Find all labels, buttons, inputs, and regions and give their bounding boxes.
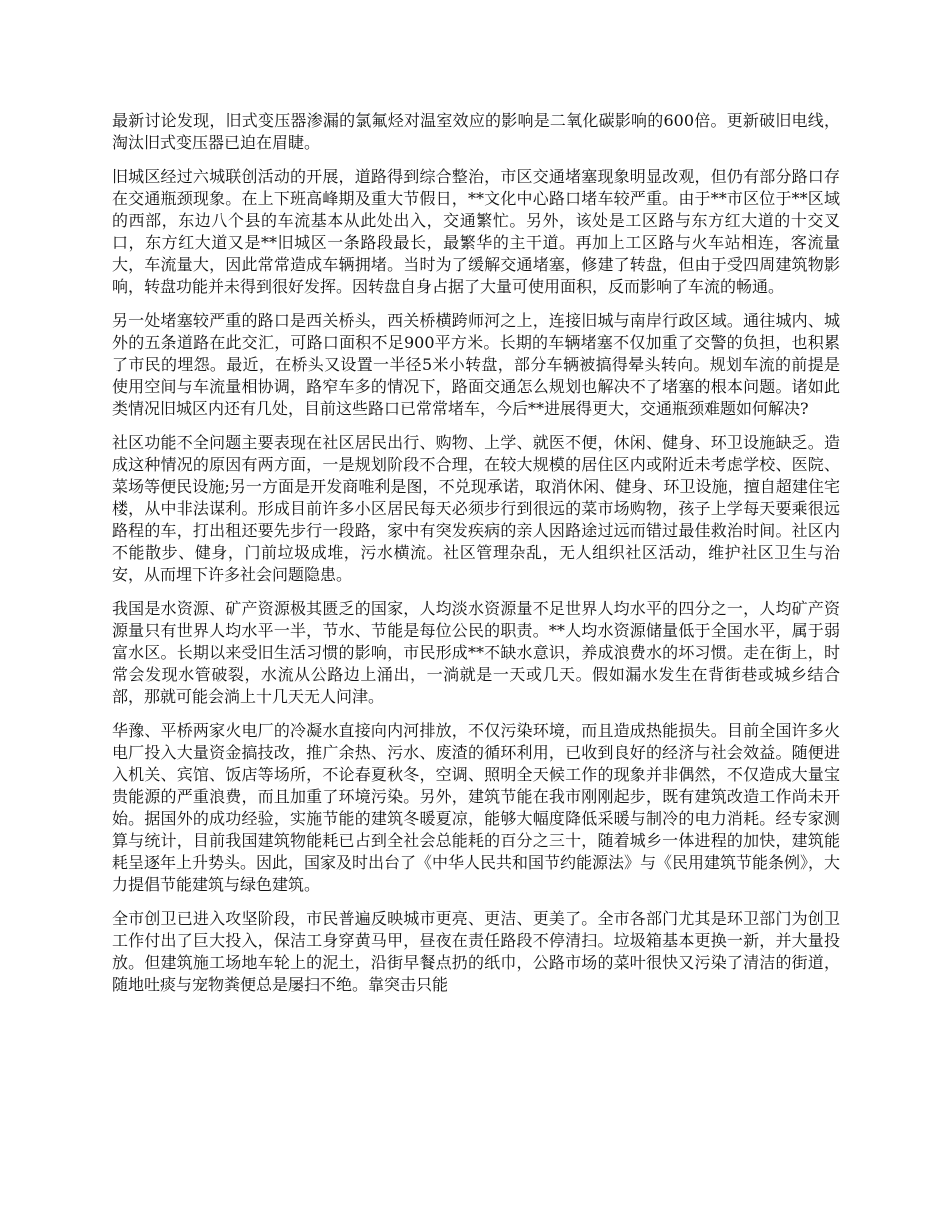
paragraph-6: 华豫、平桥两家火电厂的冷凝水直接向内河排放，不仅污染环境，而且造成热能损失。目前全国许多火电厂投入大量资金搞技改，推广余热、污水、废渣的循环利用，已收到良好的经济与社会效益。随便进入机关、宾馆、饭店等场所，不论春夏秋冬，空调、照明全天候工作的现象并非偶然，不仅造成大量宝贵能源的严重浪费，而且加重了环境污染。另外，建筑节能在我市刚刚起步，既有建筑改造工作尚未开始。据国外的成功经验，实施节能的建筑冬暖夏凉，能够大幅度降低采暖与制冷的电力消耗。经专家测算与统计，目前我国建筑物能耗已占到全社会总能耗的百分之三十，随着城乡一体进程的加快，建筑能耗呈逐年上升势头。因此，国家及时出台了《中华人民共和国节约能源法》与《民用建筑节能条例》，大力提倡节能建筑与绿色建筑。 [112, 721, 841, 894]
paragraph-3: 另一处堵塞较严重的路口是西关桥头，西关桥横跨师河之上，连接旧城与南岸行政区域。通往城内、城外的五条道路在此交汇，可路口面积不足900平方米。长期的车辆堵塞不仅加重了交警的负担，也积累了市民的埋怨。最近，在桥头又设置一半径5米小转盘，部分车辆被搞得晕头转向。规划车流的前提是使用空间与车流量相协调，路窄车多的情况下，路面交通怎么规划也解决不了堵塞的根本问题。诸如此类情况旧城区内还有几处，目前这些路口已常常堵车，今后**进展得更大，交通瓶颈难题如何解决? [112, 311, 840, 418]
paragraph-5: 我国是水资源、矿产资源极其匮乏的国家，人均淡水资源量不足世界人均水平的四分之一，人均矿产资源量只有世界人均水平一半，节水、节能是每位公民的职责。**人均水资源储量低于全国水平，属于弱富水区。长期以来受旧生活习惯的影响，市民形成**不缺水意识，养成浪费水的坏习惯。走在街上，时常会发现水管破裂，水流从公路边上涌出，一淌就是一天或几天。假如漏水发生在背街巷或城乡结合部，那就可能会淌上十几天无人问津。 [112, 599, 840, 706]
document-body [112, 110, 840, 1008]
paragraph-2: 旧城区经过六城联创活动的开展，道路得到综合整治，市区交通堵塞现象明显改观，但仍有部分路口存在交通瓶颈现象。在上下班高峰期及重大节假日，**文化中心路口堵车较严重。由于**市区位于**区域的西部，东边八个县的车流基本从此处出入，交通繁忙。另外，该处是工区路与东方红大道的十交叉口，东方红大道又是**旧城区一条路段最长，最繁华的主干道。再加上工区路与火车站相连，客流量大，车流量大，因此常常造成车辆拥堵。当时为了缓解交通堵塞，修建了转盘，但由于受四周建筑物影响，转盘功能并未得到很好发挥。因转盘自身占据了大量可使用面积，反而影响了车流的畅通。 [112, 167, 840, 296]
paragraph-7: 全市创卫已进入攻坚阶段，市民普遍反映城市更亮、更洁、更美了。全市各部门尤其是环卫部门为创卫工作付出了巨大投入，保洁工身穿黄马甲，昼夜在责任路段不停清扫。垃圾箱基本更换一新，并大量投放。但建筑施工场地车轮上的泥土，沿街早餐点扔的纸巾，公路市场的菜叶很快又污染了清洁的街道，随地吐痰与宠物粪便总是屡扫不绝。靠突击只能 [112, 909, 840, 994]
paragraph-1: 最新讨论发现，旧式变压器渗漏的氯氟烃对温室效应的影响是二氧化碳影响的600倍。更新破旧电线，淘汰旧式变压器已迫在眉睫。 [112, 111, 840, 152]
paragraph-4: 社区功能不全问题主要表现在社区居民出行、购物、上学、就医不便，休闲、健身、环卫设施缺乏。造成这种情况的原因有两方面，一是规划阶段不合理，在较大规模的居住区内或附近未考虑学校、医院、菜场等便民设施;另一方面是开发商唯利是图，不兑现承诺，取消休闲、健身、环卫设施，擅自超建住宅楼，从中非法谋利。形成目前许多小区居民每天必须步行到很远的菜市场购物，孩子上学每天要乘很远路程的车，打出租还要先步行一段路，家中有突发疾病的亲人因路途过远而错过最佳救治时间。社区内不能散步、健身，门前垃圾成堆，污水横流。社区管理杂乱，无人组织社区活动，维护社区卫生与治安，从而埋下许多社会问题隐患。 [112, 433, 840, 584]
